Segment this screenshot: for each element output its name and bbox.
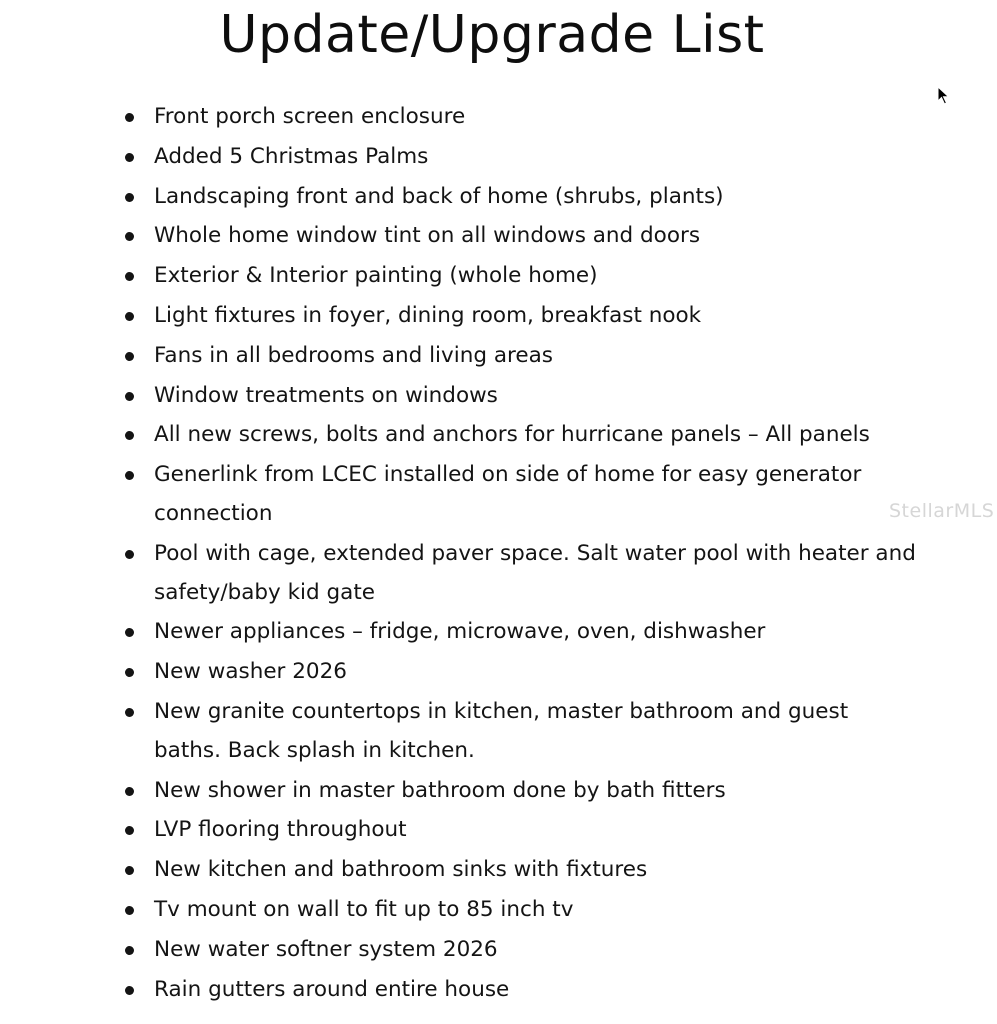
bullet-icon xyxy=(125,312,134,321)
list-item-text: Pool with cage, extended paver space. Salt water pool with heater and safety/baby kid gate xyxy=(154,540,916,605)
list-item xyxy=(120,653,920,692)
list-item xyxy=(120,811,920,850)
list-item xyxy=(120,297,920,336)
list-item xyxy=(120,613,920,652)
list-item-text: Window treatments on windows xyxy=(154,382,498,408)
list-item xyxy=(120,98,920,137)
list-item-text: Newer appliances – fridge, microwave, oven, dishwasher xyxy=(154,619,766,645)
list-item xyxy=(120,138,920,177)
bullet-icon xyxy=(125,193,134,202)
bullet-icon xyxy=(125,550,134,559)
list-item xyxy=(120,891,920,930)
list-item-text: Whole home window tint on all windows and doors xyxy=(154,223,701,249)
bullet-icon xyxy=(125,352,134,361)
bullet-icon xyxy=(125,392,134,401)
list-item-text: Exterior & Interior painting (whole home) xyxy=(154,263,598,289)
bullet-icon xyxy=(125,668,134,677)
bullet-icon xyxy=(125,906,134,915)
mouse-pointer-icon xyxy=(937,86,951,106)
list-item-text: Light fixtures in foyer, dining room, breakfast nook xyxy=(154,302,702,328)
list-item xyxy=(120,535,920,613)
list-item xyxy=(120,851,920,890)
list-item-text: Fans in all bedrooms and living areas xyxy=(154,342,553,368)
list-item xyxy=(120,931,920,970)
list-item-text: New washer 2026 xyxy=(154,659,347,685)
list-item-text: Tv mount on wall to fit up to 85 inch tv xyxy=(154,896,574,922)
bullet-icon xyxy=(125,946,134,955)
bullet-icon xyxy=(125,431,134,440)
bullet-icon xyxy=(125,471,134,480)
bullet-icon xyxy=(125,708,134,717)
list-item-text: Added 5 Christmas Palms xyxy=(154,143,429,169)
list-item-text: New water softner system 2026 xyxy=(154,936,498,962)
page-title: Update/Upgrade List xyxy=(219,5,765,65)
list-item-text: Landscaping front and back of home (shrubs, plants) xyxy=(154,183,724,209)
list-item xyxy=(120,971,920,1010)
bullet-icon xyxy=(125,232,134,241)
list-item-text: New kitchen and bathroom sinks with fixtures xyxy=(154,857,648,883)
bullet-icon xyxy=(125,113,134,122)
upgrade-list xyxy=(120,98,920,1010)
list-item-text: New shower in master bathroom done by bath fitters xyxy=(154,777,726,803)
list-item-text: New granite countertops in kitchen, master bathroom and guest baths. Back splash in kitchen. xyxy=(154,698,849,763)
list-item xyxy=(120,178,920,217)
list-item xyxy=(120,257,920,296)
list-item xyxy=(120,772,920,811)
list-item xyxy=(120,217,920,256)
list-item xyxy=(120,693,920,771)
bullet-icon xyxy=(125,153,134,162)
bullet-icon xyxy=(125,986,134,995)
list-item-text: Rain gutters around entire house xyxy=(154,976,510,1002)
list-item-text: Generlink from LCEC installed on side of home for easy generator connection xyxy=(154,462,862,526)
bullet-icon xyxy=(125,787,134,796)
list-item xyxy=(120,456,920,534)
bullet-icon xyxy=(125,272,134,281)
list-item xyxy=(120,416,920,455)
list-item xyxy=(120,337,920,376)
list-item-text: LVP flooring throughout xyxy=(154,817,407,843)
bullet-icon xyxy=(125,628,134,637)
list-item-text: All new screws, bolts and anchors for hurricane panels – All panels xyxy=(154,422,870,448)
watermark: StellarMLS xyxy=(889,500,995,522)
list-item-text: Front porch screen enclosure xyxy=(154,104,466,129)
list-item xyxy=(120,377,920,416)
bullet-icon xyxy=(125,866,134,875)
bullet-icon xyxy=(125,826,134,835)
